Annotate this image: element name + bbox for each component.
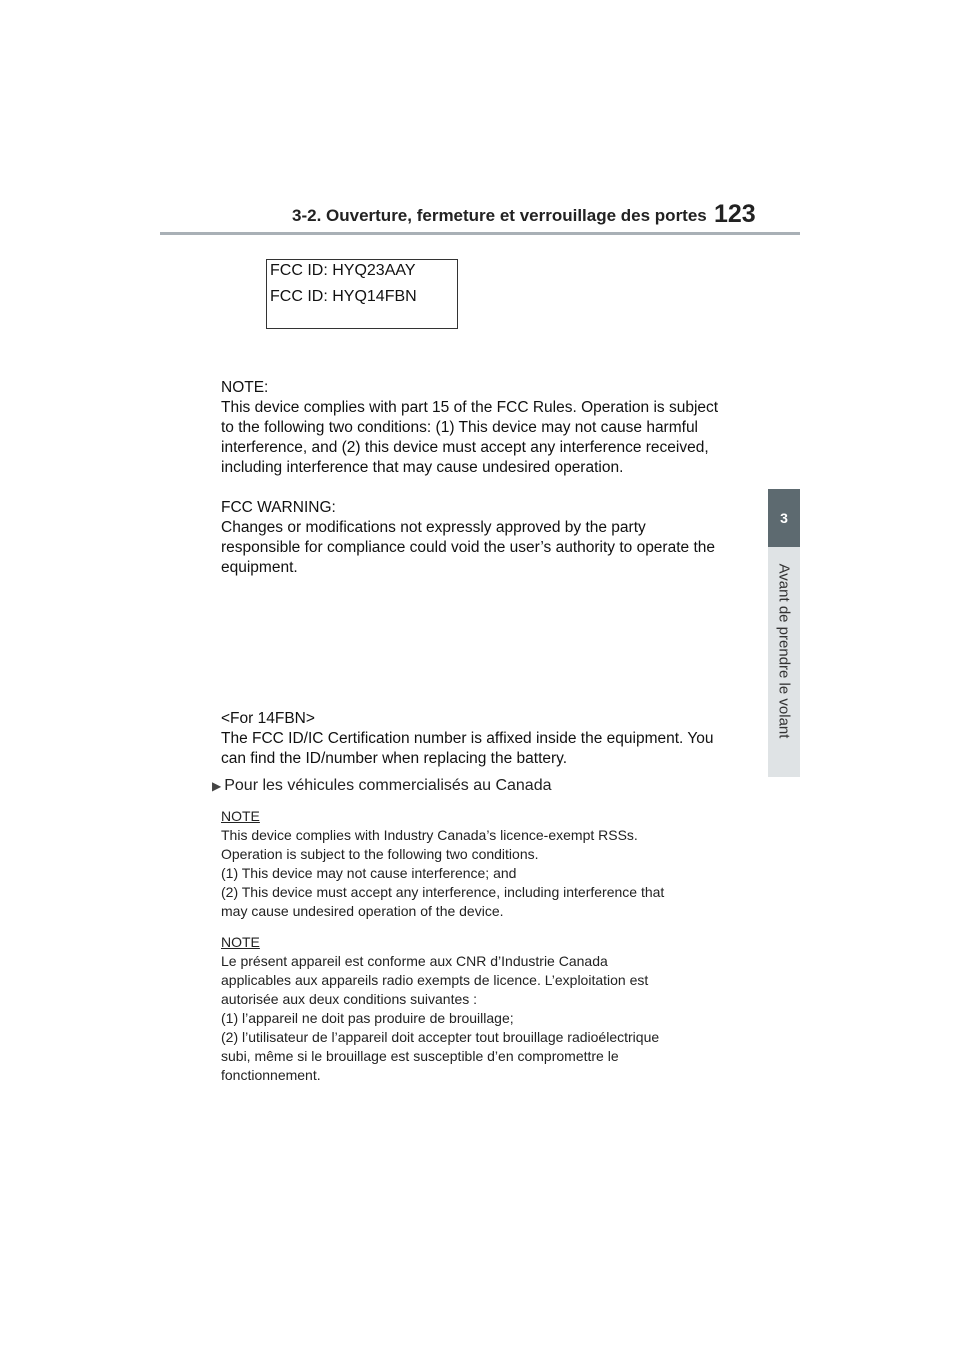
header-divider (160, 232, 800, 235)
canada-note-fr-line: (1) l’appareil ne doit pas produire de brouillage; (221, 1010, 514, 1026)
canada-note-en-heading: NOTE (221, 808, 260, 824)
canada-note-fr-line: fonctionnement. (221, 1067, 321, 1083)
for-14fbn-line: can find the ID/number when replacing the battery. (221, 750, 568, 767)
for-14fbn-line: The FCC ID/IC Certification number is affixed inside the equipment. You (221, 730, 714, 747)
canada-note-fr-heading: NOTE (221, 934, 260, 950)
fcc-warning-line: Changes or modifications not expressly approved by the party (221, 519, 646, 536)
canada-note-en-line: may cause undesired operation of the device. (221, 903, 504, 919)
chapter-tab: 3 (768, 489, 800, 547)
fcc-id-line-1: FCC ID: HYQ23AAY (270, 262, 416, 279)
page-number: 123 (714, 200, 756, 228)
fcc-warning-line: responsible for compliance could void the user’s authority to operate the (221, 539, 715, 556)
section-title: 3-2. Ouverture, fermeture et verrouillage des portes (292, 206, 707, 225)
canada-section-heading: ▶ Pour les véhicules commercialisés au Canada (212, 777, 552, 794)
canada-note-fr-line: (2) l’utilisateur de l’appareil doit accepter tout brouillage radioélectrique (221, 1029, 660, 1045)
canada-note-en-line: This device complies with Industry Canada’s licence-exempt RSSs. (221, 827, 638, 843)
chapter-title: Avant de prendre le volant (775, 563, 793, 739)
fcc-note-line: to the following two conditions: (1) This device may not cause harmful (221, 419, 699, 436)
canada-note-fr-line: Le présent appareil est conforme aux CNR d’Industrie Canada (221, 953, 608, 969)
for-14fbn-heading: <For 14FBN> (221, 710, 315, 727)
canada-note-en-line: (2) This device must accept any interference, including interference that (221, 884, 665, 900)
fcc-warning-line: equipment. (221, 559, 298, 576)
fcc-warning-heading: FCC WARNING: (221, 499, 336, 516)
canada-note-en-line: Operation is subject to the following two conditions. (221, 846, 539, 862)
canada-note-fr-line: autorisée aux deux conditions suivantes : (221, 991, 478, 1007)
fcc-id-line-2: FCC ID: HYQ14FBN (270, 288, 417, 305)
triangle-bullet-icon: ▶ (212, 779, 222, 793)
fcc-note-line: interference, and (2) this device must accept any interference received, (221, 439, 709, 456)
fcc-note-line: including interference that may cause undesired operation. (221, 459, 624, 476)
fcc-note-line: This device complies with part 15 of the FCC Rules. Operation is subject (221, 399, 719, 416)
fcc-note-heading: NOTE: (221, 379, 269, 396)
canada-note-fr-line: subi, même si le brouillage est susceptible d’en compromettre le (221, 1048, 619, 1064)
canada-note-en-line: (1) This device may not cause interference; and (221, 865, 517, 881)
canada-note-fr-line: applicables aux appareils radio exempts de licence. L’exploitation est (221, 972, 649, 988)
